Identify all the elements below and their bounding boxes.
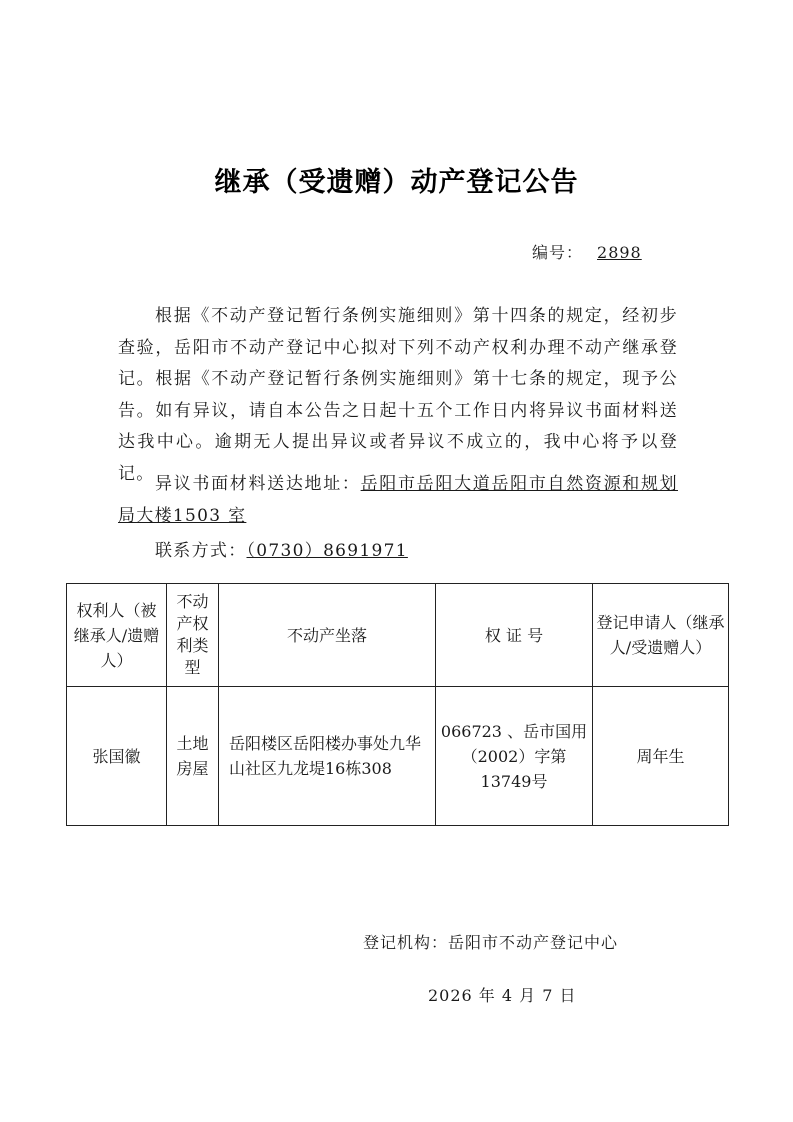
registration-authority — [363, 930, 618, 953]
contact-label: 联系方式： — [155, 541, 247, 561]
page-title: 继承（受遗赠）动产登记公告 — [214, 167, 579, 198]
cell-right-type: 土地房屋 — [167, 687, 219, 826]
objection-address — [118, 469, 678, 532]
document-number-label: 编号： — [532, 243, 584, 262]
objection-address-label: 异议书面材料送达地址： — [155, 474, 361, 494]
contact-value: （0730）8691971 — [246, 541, 408, 561]
header-applicant: 登记申请人（继承人/受遗赠人） — [593, 584, 729, 687]
cell-cert-no: 066723 、岳市国用（2002）字第13749号 — [436, 687, 593, 826]
table-row — [67, 687, 729, 826]
authority-value: 岳阳市不动产登记中心 — [448, 933, 619, 952]
authority-label: 登记机构： — [363, 933, 449, 952]
contact-info — [155, 536, 555, 568]
cell-holder: 张国徽 — [67, 687, 167, 826]
cell-applicant: 周年生 — [593, 687, 729, 826]
table-header-row — [67, 584, 729, 687]
announcement-body: 根据《不动产登记暂行条例实施细则》第十四条的规定，经初步查验，岳阳市不动产登记中心拟对下列不动产权利办理不动产继承登记。根据《不动产登记暂行条例实施细则》第十七条的规定，现予公告。如有异议，请自本公告之日起十五个工作日内将异议书面材料送达我中心。逾期无人提出异议或者异议不成立的，我中心将予以登记。 — [118, 306, 678, 484]
cell-location: 岳阳楼区岳阳楼办事处九华山社区九龙堤16栋308 — [219, 687, 436, 826]
objection-address-value: 岳阳市岳阳大道岳阳市自然资源和规划局大楼1503 室 — [118, 474, 678, 526]
registration-table — [66, 583, 729, 826]
document-number — [532, 240, 642, 263]
announcement-date: 2026 年 4 月 7 日 — [428, 986, 577, 1005]
document-number-value: 2898 — [597, 243, 642, 262]
header-location: 不动产坐落 — [219, 584, 436, 687]
header-holder: 权利人（被继承人/遗赠人） — [67, 584, 167, 687]
header-right-type: 不动产权利类型 — [167, 584, 219, 687]
header-cert-no: 权 证 号 — [436, 584, 593, 687]
